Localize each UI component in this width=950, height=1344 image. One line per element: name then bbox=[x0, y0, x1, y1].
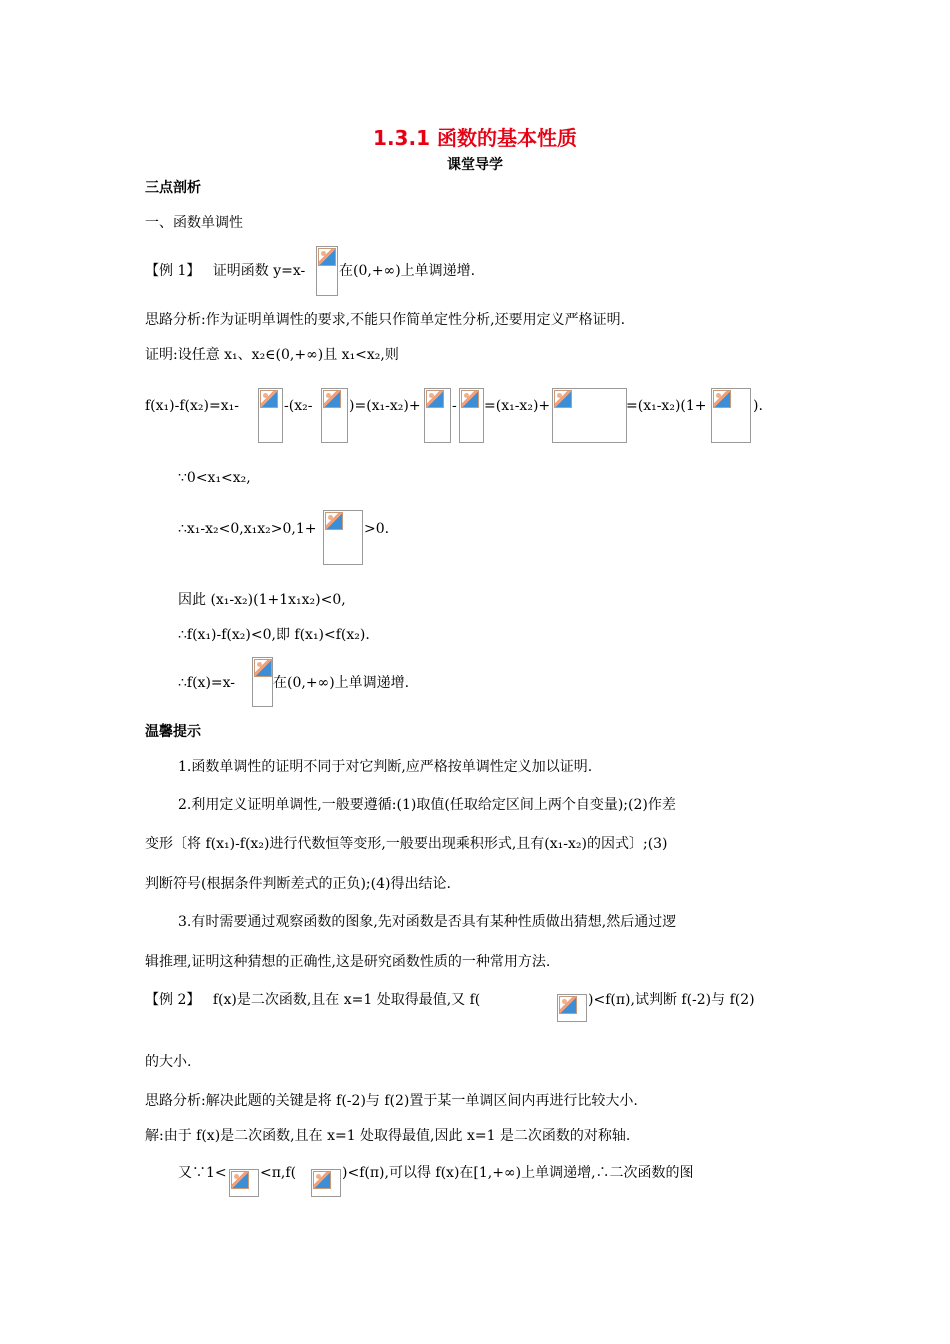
formula-image bbox=[311, 1169, 341, 1197]
example1-analysis: 思路分析:作为证明单调性的要求,不能只作简单定性分析,还要用定义严格证明. bbox=[145, 312, 626, 328]
example2-text: f(x)是二次函数,且在 x=1 处取得最值,又 f( bbox=[212, 992, 481, 1008]
formula-image bbox=[258, 388, 283, 443]
formula-image bbox=[552, 388, 627, 443]
formula-image bbox=[316, 246, 338, 296]
continuation-c: )<f(π),可以得 f(x)在[1,+∞)上单调递增,∴二次函数的图 bbox=[342, 1165, 694, 1181]
tip-2-line-1: 2.利用定义证明单调性,一般要遵循:(1)取值(任取给定区间上两个自变量);(2)作差 bbox=[178, 797, 676, 813]
broken-image-icon bbox=[323, 390, 341, 408]
tip-1: 1.函数单调性的证明不同于对它判断,应严格按单调性定义加以证明. bbox=[178, 759, 593, 775]
broken-image-icon bbox=[461, 390, 479, 408]
example2-text-suffix: )<f(π),试判断 f(-2)与 f(2) bbox=[588, 992, 755, 1008]
eq-part-1: f(x₁)-f(x₂)=x₁- bbox=[145, 398, 239, 414]
tip-2-line-3: 判断符号(根据条件判断差式的正负);(4)得出结论. bbox=[145, 876, 451, 892]
page-subtitle: 课堂导学 bbox=[447, 157, 503, 173]
broken-image-icon bbox=[554, 390, 572, 408]
section-heading: 三点剖析 bbox=[145, 180, 201, 196]
example2-statement bbox=[145, 990, 480, 1010]
eq-part-6: =(x₁-x₂)(1+ bbox=[626, 398, 707, 414]
example1-text-suffix: 在(0,+∞)上单调递增. bbox=[339, 263, 476, 279]
formula-image bbox=[424, 388, 451, 443]
broken-image-icon bbox=[713, 390, 731, 408]
example1-statement bbox=[145, 261, 305, 281]
continuation-b: <π,f( bbox=[260, 1165, 297, 1181]
eq-part-3: )=(x₁-x₂)+ bbox=[349, 398, 421, 414]
broken-image-icon bbox=[426, 390, 444, 408]
broken-image-icon bbox=[318, 248, 336, 266]
since-line: ∵0<x₁<x₂, bbox=[178, 470, 251, 486]
proof-intro: 证明:设任意 x₁、x₂∈(0,+∞)且 x₁<x₂,则 bbox=[145, 347, 399, 363]
formula-image bbox=[557, 994, 587, 1022]
broken-image-icon bbox=[325, 512, 343, 530]
eq-part-7: ). bbox=[753, 398, 763, 414]
formula-image bbox=[459, 388, 484, 443]
eq-part-2: -(x₂- bbox=[284, 398, 313, 414]
tip-3-line-1: 3.有时需要通过观察函数的图象,先对函数是否具有某种性质做出猜想,然后通过逻 bbox=[178, 914, 677, 930]
continuation-a: 又∵1< bbox=[178, 1165, 227, 1181]
section-subheading: 一、函数单调性 bbox=[145, 215, 243, 231]
tip-2-line-2: 变形〔将 f(x₁)-f(x₂)进行代数恒等变形,一般要出现乘积形式,且有(x₁-x₂)的因式〕;(3) bbox=[145, 836, 668, 852]
therefore-line-3-suffix: 在(0,+∞)上单调递增. bbox=[273, 675, 410, 691]
formula-image bbox=[711, 388, 751, 443]
broken-image-icon bbox=[260, 390, 278, 408]
page-title: 1.3.1 函数的基本性质 bbox=[373, 126, 577, 150]
eq-part-4: - bbox=[452, 398, 457, 414]
tip-3-line-2: 辑推理,证明这种猜想的正确性,这是研究函数性质的一种常用方法. bbox=[145, 954, 551, 970]
example2-tag: 【例 2】 bbox=[145, 992, 201, 1008]
formula-image bbox=[323, 510, 363, 565]
broken-image-icon bbox=[313, 1171, 331, 1189]
tips-heading: 温馨提示 bbox=[145, 724, 201, 740]
formula-image bbox=[252, 657, 273, 707]
eq-part-5: =(x₁-x₂)+ bbox=[484, 398, 551, 414]
broken-image-icon bbox=[559, 996, 577, 1014]
hence-line: 因此 (x₁-x₂)(1+1x₁x₂)<0, bbox=[178, 592, 346, 608]
formula-image bbox=[229, 1169, 259, 1197]
formula-image bbox=[321, 388, 348, 443]
example2-solution: 解:由于 f(x)是二次函数,且在 x=1 处取得最值,因此 x=1 是二次函数的对称轴. bbox=[145, 1128, 631, 1144]
therefore-line-1-suffix: >0. bbox=[364, 521, 390, 537]
therefore-line-1: ∴x₁-x₂<0,x₁x₂>0,1+ bbox=[178, 521, 317, 537]
therefore-line-3: ∴f(x)=x- bbox=[178, 675, 236, 691]
example2-text-line-2: 的大小. bbox=[145, 1054, 192, 1070]
example1-text: 证明函数 y=x- bbox=[212, 263, 306, 279]
broken-image-icon bbox=[231, 1171, 249, 1189]
therefore-line-2: ∴f(x₁)-f(x₂)<0,即 f(x₁)<f(x₂). bbox=[178, 627, 370, 643]
example1-tag: 【例 1】 bbox=[145, 263, 201, 279]
broken-image-icon bbox=[254, 659, 272, 677]
example2-analysis: 思路分析:解决此题的关键是将 f(-2)与 f(2)置于某一单调区间内再进行比较大小. bbox=[145, 1093, 638, 1109]
